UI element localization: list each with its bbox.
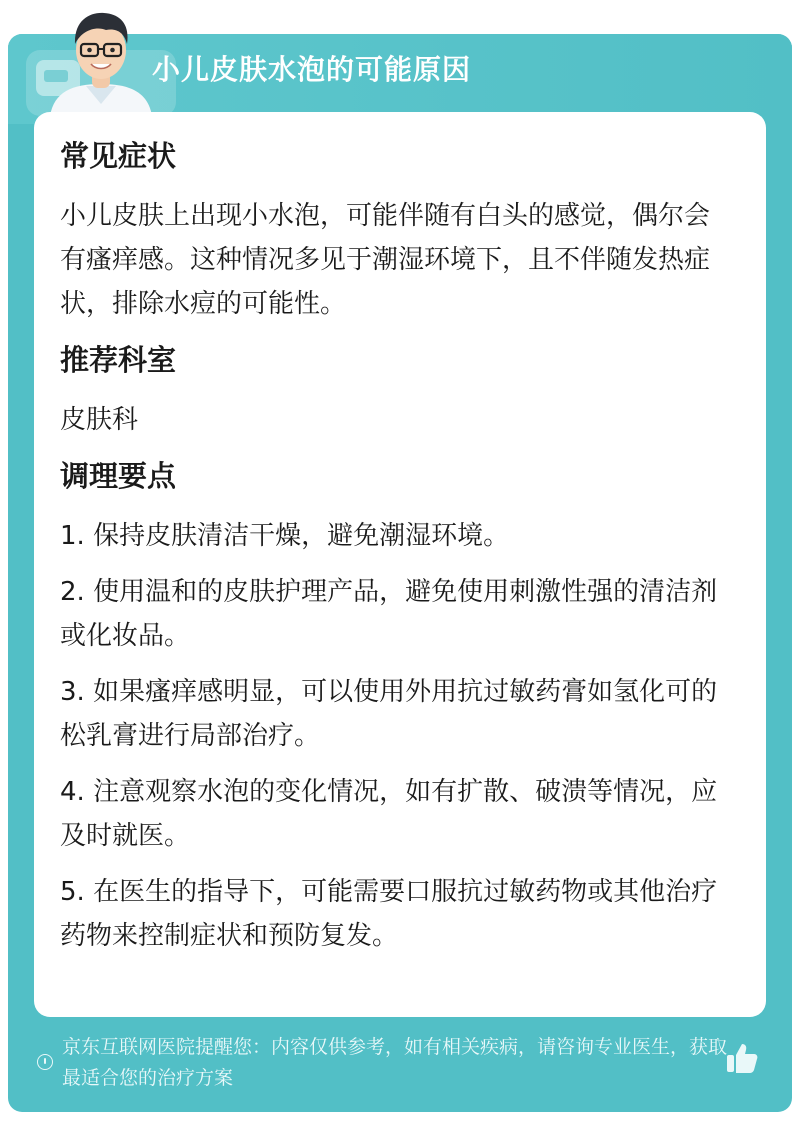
list-item: 5. 在医生的指导下，可能需要口服抗过敏药物或其他治疗药物来控制症状和预防复发。 <box>60 877 718 951</box>
department-text: 皮肤科 <box>60 405 139 435</box>
page-title: 小儿皮肤水泡的可能原因 <box>152 53 472 86</box>
list-item: 4. 注意观察水泡的变化情况，如有扩散、破溃等情况，应及时就医。 <box>60 777 718 851</box>
info-icon <box>37 1054 53 1070</box>
list-item: 3. 如果瘙痒感明显，可以使用外用抗过敏药膏如氢化可的松乳膏进行局部治疗。 <box>60 677 718 751</box>
section-title-symptoms: 常见症状 <box>60 139 177 173</box>
content-area <box>60 126 730 970</box>
list-item: 2. 使用温和的皮肤护理产品，避免使用刺激性强的清洁剂或化妆品。 <box>60 577 718 651</box>
footer-notice: 京东互联网医院提醒您：内容仅供参考，如有相关疾病，请咨询专业医生，获取最适合您的治疗方案 <box>62 1036 728 1089</box>
section-title-care: 调理要点 <box>60 459 177 493</box>
list-item: 1. 保持皮肤清洁干燥，避免潮湿环境。 <box>60 521 510 551</box>
section-title-department: 推荐科室 <box>60 343 177 377</box>
thumbs-up-icon[interactable] <box>724 1040 760 1076</box>
symptoms-text: 小儿皮肤上出现小水泡，可能伴随有白头的感觉，偶尔会有瘙痒感。这种情况多见于潮湿环境下，且不伴随发热症状，排除水痘的可能性。 <box>60 201 711 319</box>
doctor-avatar <box>46 4 156 116</box>
